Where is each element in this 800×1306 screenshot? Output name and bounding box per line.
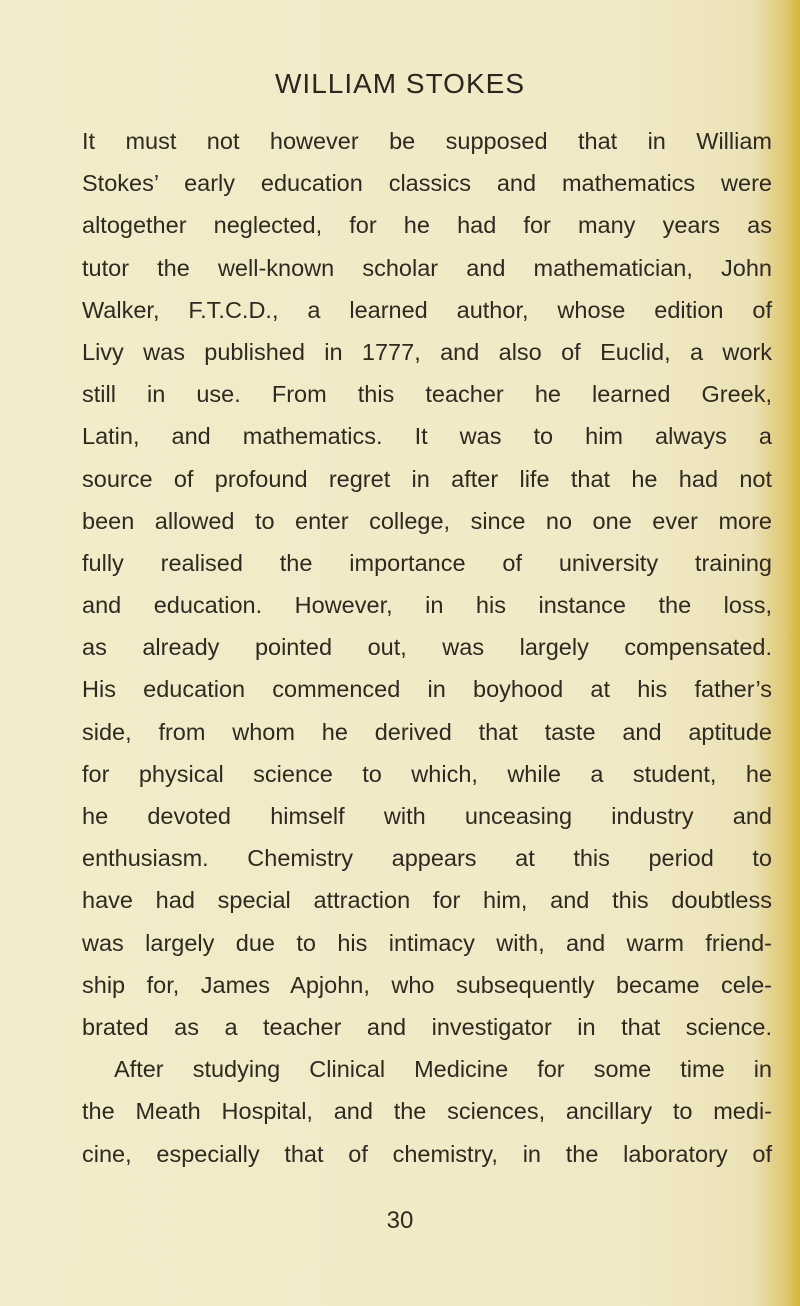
text-line: enthusiasm. Chemistry appears at this period to <box>82 845 772 872</box>
text-line: side, from whom he derived that taste and aptitude <box>82 718 772 745</box>
page-number: 30 <box>386 1207 414 1234</box>
text-line: still in use. From this teacher he learned Greek, <box>82 381 772 408</box>
text-line: brated as a teacher and investigator in that science. <box>82 1013 772 1040</box>
text-line: altogether neglected, for he had for many years as <box>82 212 772 239</box>
text-line: been allowed to enter college, since no one ever more <box>82 507 772 534</box>
text-line: Walker, F.T.C.D., a learned author, whose edition of <box>82 296 772 323</box>
text-line: After studying Clinical Medicine for some time in <box>114 1056 772 1083</box>
running-title: WILLIAM STOKES <box>275 68 525 99</box>
text-line: as already pointed out, was largely compensated. <box>82 634 772 661</box>
text-line: tutor the well-known scholar and mathematician, John <box>82 254 772 281</box>
text-line: His education commenced in boyhood at his father’s <box>82 676 772 703</box>
text-line: he devoted himself with unceasing industry and <box>82 803 772 829</box>
text-line: Stokes’ early education classics and mathematics were <box>82 170 772 197</box>
text-line: source of profound regret in after life that he had not <box>82 465 772 492</box>
text-line: and education. However, in his instance the loss, <box>82 592 772 619</box>
text-line: was largely due to his intimacy with, and warm friend- <box>82 929 772 956</box>
text-line: the Meath Hospital, and the sciences, ancillary to medi- <box>82 1098 772 1125</box>
text-line: Livy was published in 1777, and also of Euclid, a work <box>82 338 772 365</box>
text-line: cine, especially that of chemistry, in the laboratory of <box>82 1140 772 1167</box>
text-line: Latin, and mathematics. It was to him always a <box>82 423 772 450</box>
page-edge <box>786 0 800 1306</box>
text-line: It must not however be supposed that in William <box>82 128 772 154</box>
text-line: for physical science to which, while a student, he <box>82 760 772 787</box>
text-line: have had special attraction for him, and this doubtless <box>82 887 772 914</box>
text-line: ship for, James Apjohn, who subsequently became cele- <box>82 971 772 998</box>
text-line: fully realised the importance of university training <box>82 549 772 576</box>
body-text <box>82 120 772 1175</box>
